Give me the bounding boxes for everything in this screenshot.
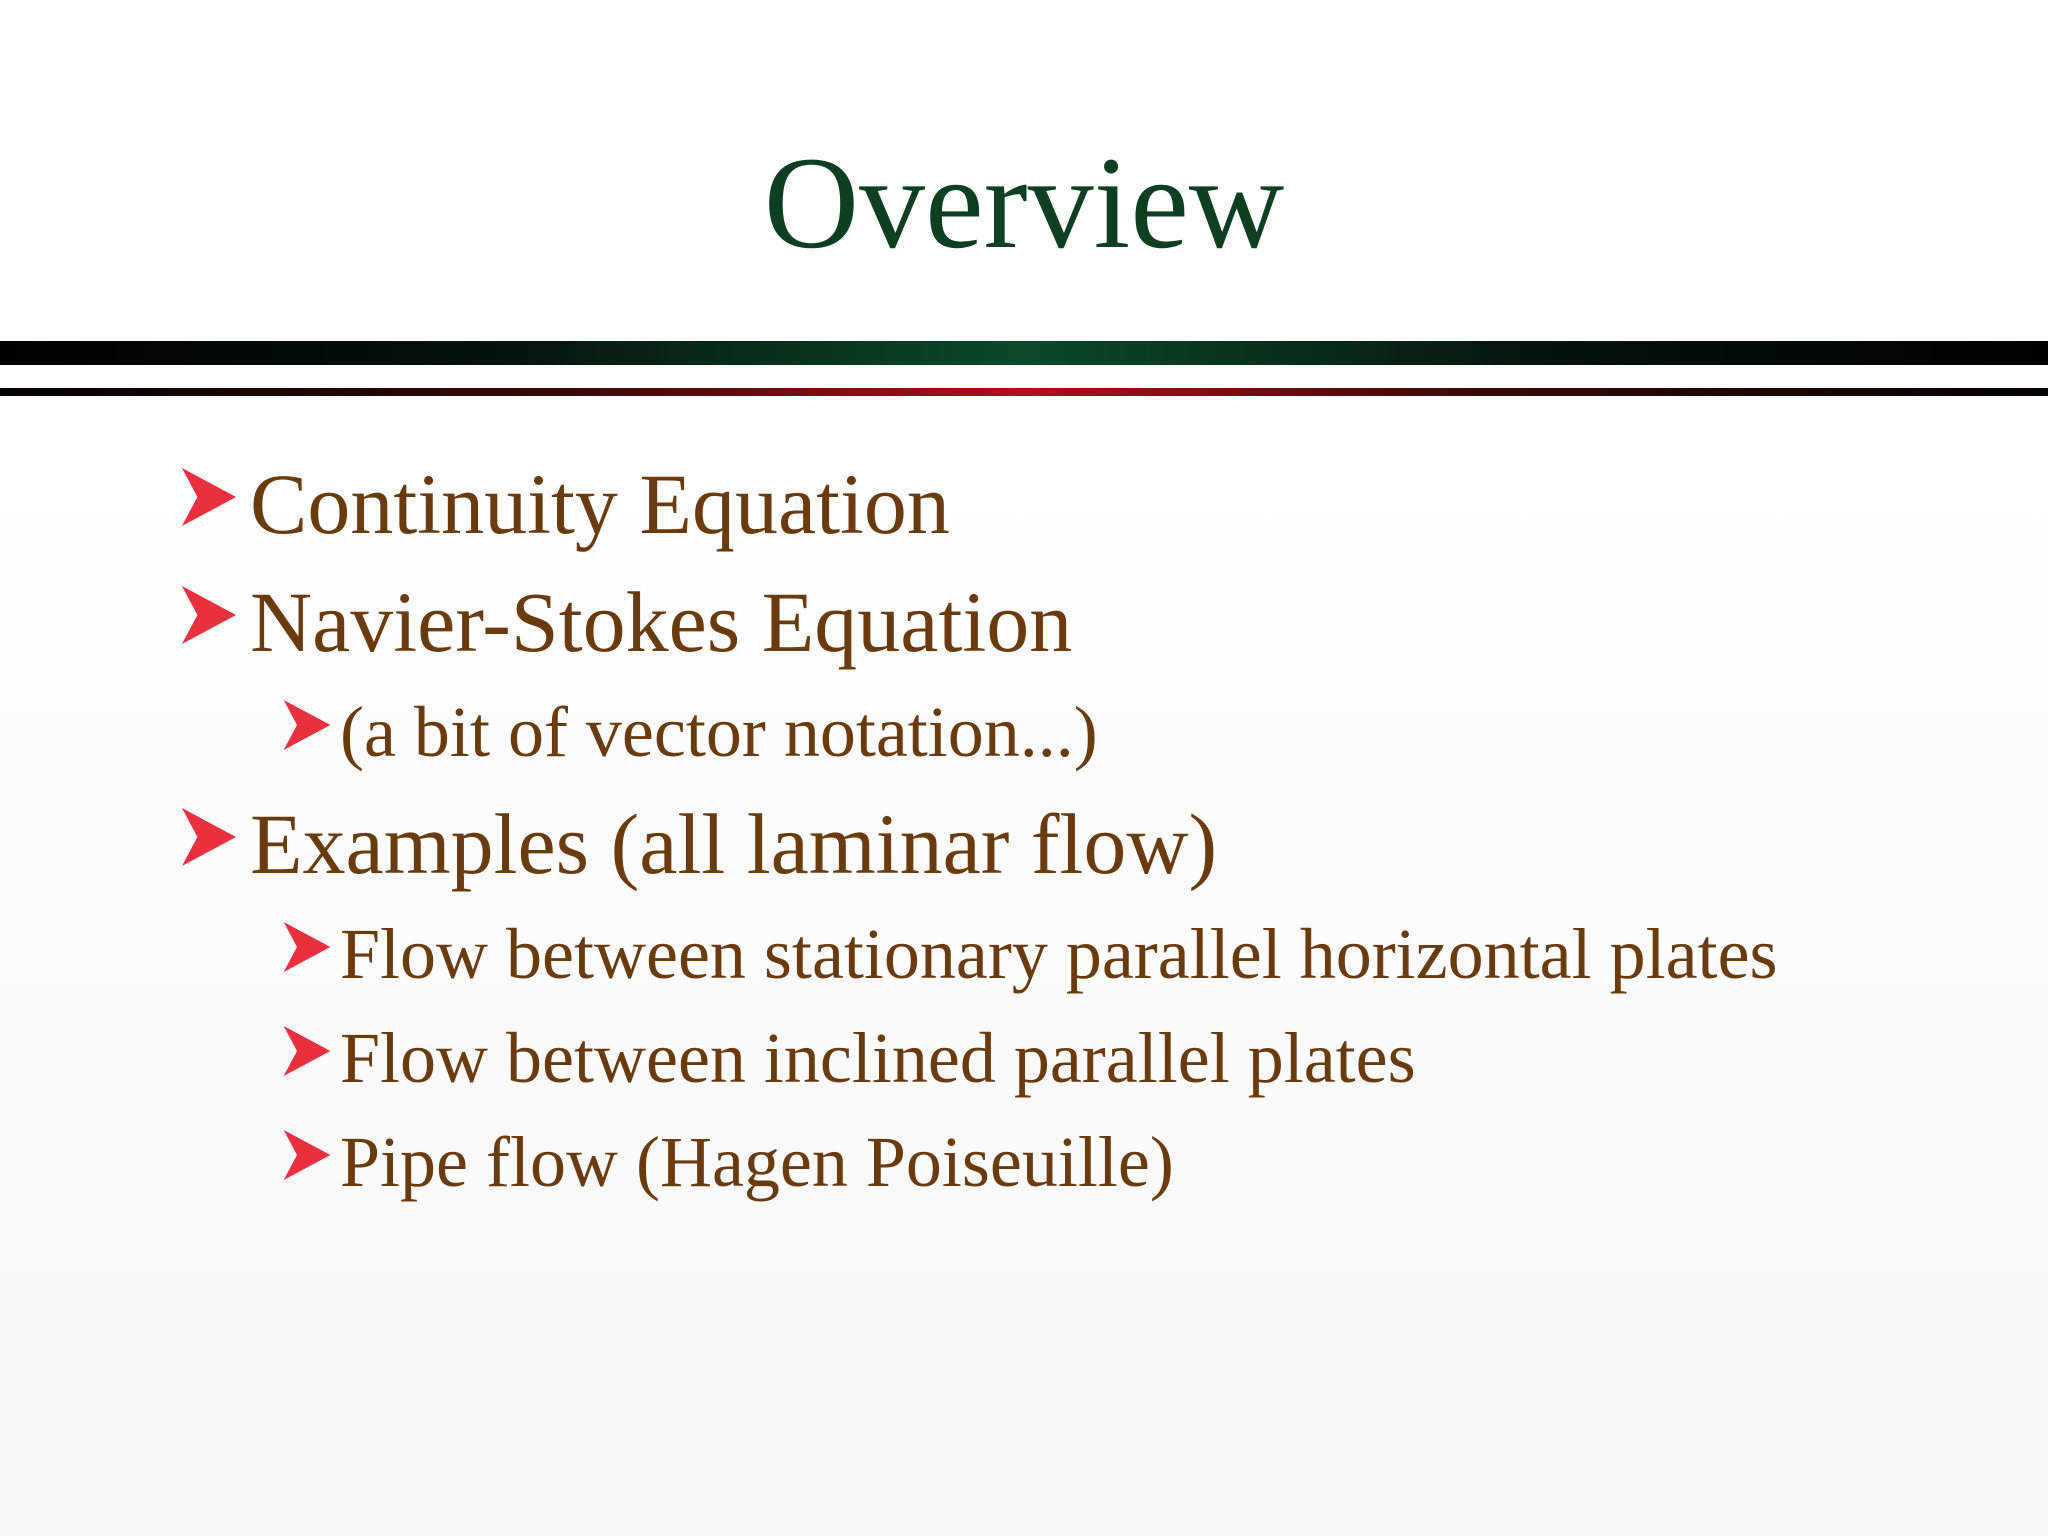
- title-divider-thin: [0, 388, 2048, 396]
- arrow-bullet-icon: [282, 1024, 332, 1078]
- arrow-bullet-icon: [180, 466, 238, 528]
- slide-title: Overview: [763, 129, 1285, 276]
- title-divider-thick: [0, 341, 2048, 365]
- sub-bullet-text: Flow between stationary parallel horizontal plates: [340, 914, 1778, 994]
- sub-bullet-item: [0, 688, 2048, 776]
- sub-bullet-text: Flow between inclined parallel plates: [340, 1018, 1416, 1098]
- sub-bullet-item: [0, 910, 2048, 998]
- arrow-bullet-icon: [282, 698, 332, 752]
- sub-bullet-item: [0, 1118, 2048, 1206]
- sub-bullet-text: Pipe flow (Hagen Poiseuille): [340, 1122, 1174, 1202]
- bullet-item: [0, 792, 2048, 896]
- bullet-text: Examples (all laminar flow): [250, 796, 1218, 892]
- sub-bullet-item: [0, 1014, 2048, 1102]
- arrow-bullet-icon: [282, 920, 332, 974]
- bullet-item: [0, 452, 2048, 556]
- bullet-list: [0, 452, 2048, 1222]
- bullet-item: [0, 570, 2048, 674]
- bullet-text: Navier-Stokes Equation: [250, 574, 1073, 670]
- arrow-bullet-icon: [180, 806, 238, 868]
- arrow-bullet-icon: [180, 584, 238, 646]
- sub-bullet-text: (a bit of vector notation...): [340, 692, 1098, 772]
- arrow-bullet-icon: [282, 1128, 332, 1182]
- bullet-text: Continuity Equation: [250, 456, 950, 552]
